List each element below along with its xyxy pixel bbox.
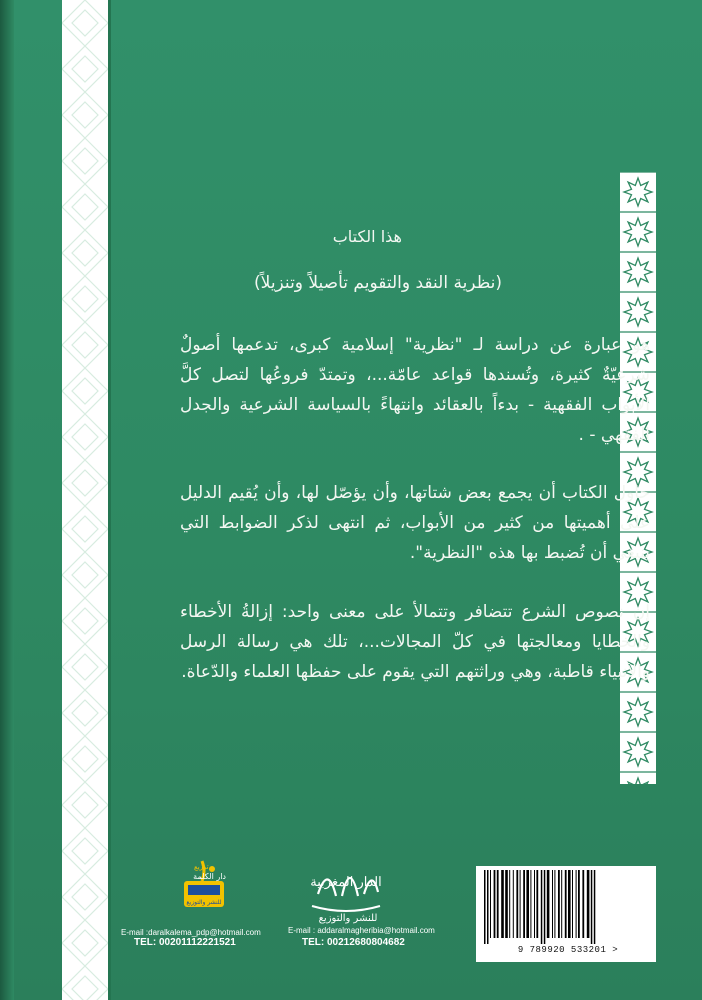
- pattern-tile: [62, 322, 108, 368]
- barcode-bar: [526, 870, 529, 938]
- barcode-bar: [520, 870, 521, 938]
- star-tile: [624, 178, 652, 206]
- barcode-bar: [587, 870, 590, 938]
- distributor-email: E-mail :daralkalema_pdp@hotmail.com: [121, 928, 261, 937]
- spine-edge: [0, 0, 14, 1000]
- paragraph-text: هو عبارة عن دراسة لـ "نظرية" إسلامية كبرى، تدعمها أصولٌ شرعيّةٌ كثيرة، وتُسندها قواعد عامّة...، وتمتدّ فروعُها لتصل كلَّ الأبواب الفقهية - بدءاً بالعقائد وانتهاءً بالسياسة الشرعية والجدل الفقهي - .: [180, 335, 650, 445]
- barcode-bar: [497, 870, 499, 938]
- barcode-bar: [578, 870, 580, 938]
- distributor-tagline: للنشر والتوزيع: [186, 899, 222, 906]
- star-tile: [624, 738, 652, 766]
- barcode-bar: [544, 870, 546, 944]
- pattern-tile: [62, 966, 108, 1000]
- star-tile: [624, 258, 652, 286]
- publisher-name: الدار المغربية: [310, 875, 382, 890]
- pattern-tile: [62, 276, 108, 322]
- barcode-bar: [561, 870, 562, 938]
- stripe-divider: [108, 0, 111, 1000]
- barcode-bar: [547, 870, 550, 938]
- pattern-tile: [62, 92, 108, 138]
- barcode-bar: [530, 870, 531, 938]
- star-tile: [624, 218, 652, 246]
- barcode-bar: [509, 870, 510, 938]
- barcode-bar: [554, 870, 555, 938]
- barcode-bar: [565, 870, 567, 938]
- paragraph-text: حاول الكتاب أن يجمع بعض شتاتها، وأن يؤصّل لها، وأن يُقيم الدليل على أهميتها من كثير من الأبواب، ثم انتهى لذكر الضوابط التي ينبغي أن تُضبط بها هذه "النظرية".: [180, 483, 650, 563]
- barcode-bar: [505, 870, 508, 938]
- paragraph-text: إن نصوص الشرع تتضافر وتتمالأ على معنى واحد: إزالةُ الأخطاء والخطايا ومعالجتها في كلّ المجالات...، تلك هي رسالة الرسل والأنبياء قاطبة، وهي وراثتهم التي يقوم على حفظها العلماء والدّعاة.: [180, 602, 650, 682]
- pattern-tile: [62, 46, 108, 92]
- barcode-bar: [484, 870, 486, 944]
- publisher-email: E-mail : addaralmagheribia@hotmail.com: [288, 926, 435, 935]
- barcode-bar: [594, 870, 596, 944]
- publisher-subtitle: للنشر والتوزيع: [318, 913, 378, 924]
- pattern-tile: [62, 552, 108, 598]
- pattern-tile: [62, 598, 108, 644]
- barcode-bar: [534, 870, 535, 938]
- barcode-digits: 9 789920 533201 >: [517, 945, 619, 955]
- pattern-tile: [62, 460, 108, 506]
- pattern-tile: [62, 920, 108, 966]
- description-paragraph-2: [180, 478, 650, 568]
- left-ornament-stripe: [62, 0, 108, 1000]
- distributor-name: دار الكلمة: [193, 872, 226, 881]
- barcode-bar: [572, 870, 573, 938]
- pattern-tile: [62, 368, 108, 414]
- barcode-bar: [582, 870, 584, 938]
- barcode-bar: [568, 870, 571, 938]
- section-heading: هذا الكتاب: [332, 227, 402, 246]
- pattern-tile: [62, 874, 108, 920]
- pattern-tile: [62, 782, 108, 828]
- barcode-bar: [576, 870, 577, 938]
- star-tile: [624, 778, 652, 784]
- pattern-tile: [62, 414, 108, 460]
- barcode-bar: [523, 870, 525, 938]
- distributor-logo: [176, 857, 230, 917]
- barcode-bar: [494, 870, 496, 938]
- barcode-bar: [536, 870, 538, 938]
- pattern-tile: [62, 828, 108, 874]
- distributor-phone: TEL: 00201112221521: [134, 937, 236, 948]
- pattern-tile: [62, 506, 108, 552]
- barcode-bar: [516, 870, 518, 938]
- pattern-tile: [62, 0, 108, 46]
- barcode-bar: [513, 870, 514, 938]
- star-tile: [624, 698, 652, 726]
- barcode-bar: [487, 870, 489, 944]
- pattern-tile: [62, 138, 108, 184]
- star-tile: [624, 298, 652, 326]
- description-paragraph-1: [180, 330, 650, 450]
- barcode-bar: [541, 870, 543, 944]
- description-paragraph-3: [180, 597, 650, 687]
- pattern-tile: [62, 736, 108, 782]
- pattern-tile: [62, 230, 108, 276]
- barcode-bar: [552, 870, 553, 938]
- barcode-bar: [591, 870, 593, 944]
- barcode-bar: [558, 870, 560, 938]
- publisher-phone: TEL: 00212680804682: [302, 937, 405, 948]
- book-subtitle: (نظرية النقد والتقويم تأصيلاً وتنزيلاً): [254, 273, 502, 293]
- pattern-tile: [62, 690, 108, 736]
- pattern-tile: [62, 184, 108, 230]
- pattern-tile: [62, 644, 108, 690]
- publisher-logo: [306, 856, 386, 918]
- geometric-pattern-icon: [62, 0, 108, 1000]
- distributor-label: توزيع: [194, 863, 209, 871]
- barcode-bar: [501, 870, 504, 938]
- barcode-bar: [490, 870, 491, 938]
- barcode-icon: [476, 866, 656, 946]
